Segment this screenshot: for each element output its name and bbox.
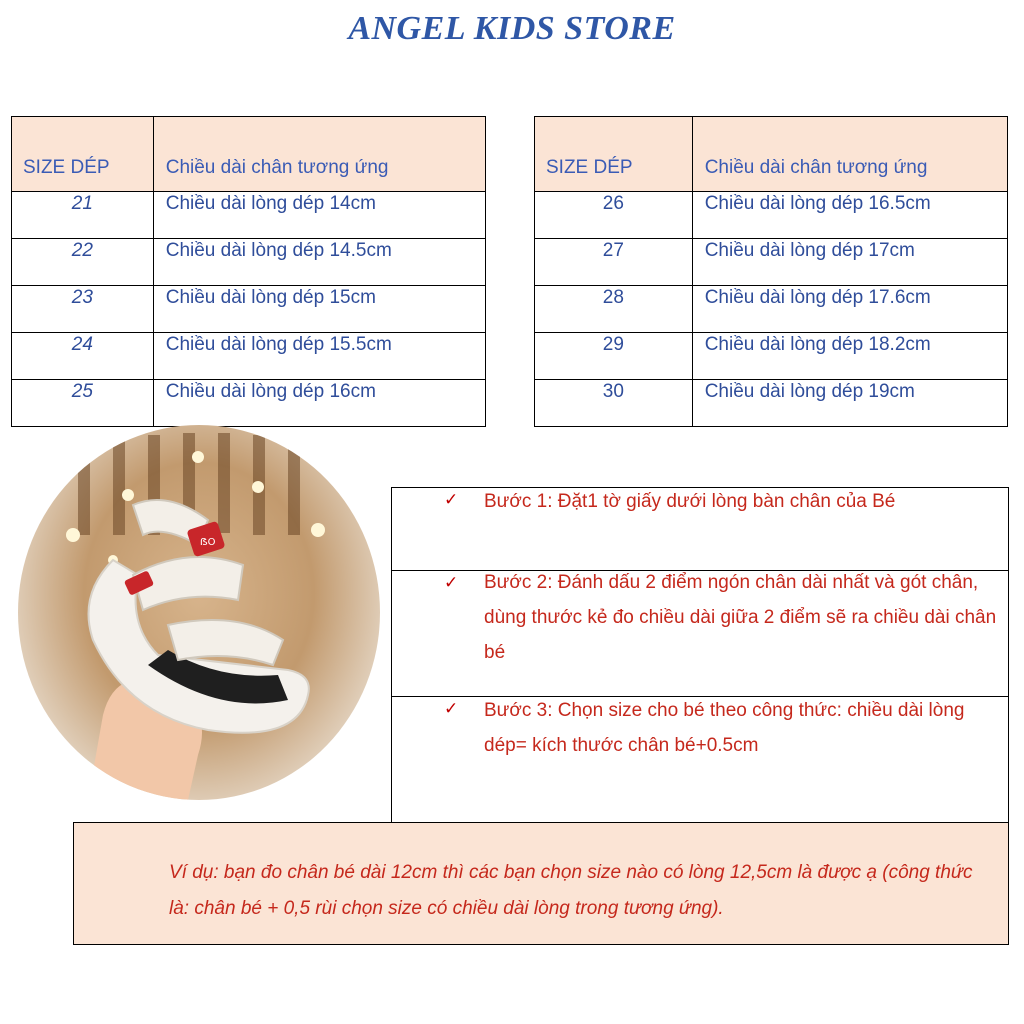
length-cell: Chiều dài lòng dép 19cm — [692, 380, 1007, 427]
length-cell: Chiều dài lòng dép 18.2cm — [692, 333, 1007, 380]
size-cell: 25 — [12, 380, 154, 427]
steps-box — [391, 487, 1009, 823]
size-table-header — [12, 117, 486, 192]
size-cell: 24 — [12, 333, 154, 380]
table-row — [535, 192, 1008, 239]
length-cell: Chiều dài lòng dép 15.5cm — [153, 333, 485, 380]
table-row — [12, 380, 486, 427]
example-text: Ví dụ: bạn đo chân bé dài 12cm thì các bạn chọn size nào có lòng 12,5cm là được ạ (công thức là: chân bé + 0,5 rùi chọn size có chiều dài lòng trong tương ứng). — [169, 862, 973, 919]
step-text: Bước 3: Chọn size cho bé theo công thức: chiều dài lòng dép= kích thước chân bé+0.5cm — [484, 700, 965, 756]
sandal-illustration — [18, 425, 380, 800]
header-length: Chiều dài chân tương ứng — [692, 117, 1007, 192]
table-row — [12, 192, 486, 239]
step-1 — [392, 488, 1008, 571]
length-cell: Chiều dài lòng dép 16cm — [153, 380, 485, 427]
table-row — [535, 380, 1008, 427]
check-icon: ✓ — [444, 699, 459, 719]
size-cell: 30 — [535, 380, 693, 427]
size-cell: 23 — [12, 286, 154, 333]
step-2 — [392, 571, 1008, 697]
length-cell: Chiều dài lòng dép 14.5cm — [153, 239, 485, 286]
header-size: SIZE DÉP — [12, 117, 154, 192]
step-text: Bước 1: Đặt1 tờ giấy dưới lòng bàn chân của Bé — [484, 491, 896, 512]
size-table-header — [535, 117, 1008, 192]
size-cell: 22 — [12, 239, 154, 286]
step-text: Bước 2: Đánh dấu 2 điểm ngón chân dài nhất và gót chân, dùng thước kẻ đo chiều dài giữa 2 điểm sẽ ra chiều dài chân bé — [484, 572, 997, 663]
table-row — [12, 239, 486, 286]
sandal-logo: ẞO — [200, 537, 216, 548]
size-table-right — [534, 116, 1008, 427]
table-row — [535, 286, 1008, 333]
length-cell: Chiều dài lòng dép 17cm — [692, 239, 1007, 286]
store-title: ANGEL KIDS STORE — [348, 10, 676, 47]
size-table-left — [11, 116, 486, 427]
size-cell: 28 — [535, 286, 693, 333]
header-length: Chiều dài chân tương ứng — [153, 117, 485, 192]
size-cell: 26 — [535, 192, 693, 239]
header-size: SIZE DÉP — [535, 117, 693, 192]
length-cell: Chiều dài lòng dép 14cm — [153, 192, 485, 239]
table-row — [535, 239, 1008, 286]
table-row — [12, 286, 486, 333]
check-icon: ✓ — [444, 490, 459, 510]
size-cell: 29 — [535, 333, 693, 380]
check-icon: ✓ — [444, 573, 459, 593]
step-3 — [392, 697, 1008, 822]
sandal-photo — [18, 425, 380, 800]
length-cell: Chiều dài lòng dép 16.5cm — [692, 192, 1007, 239]
table-row — [535, 333, 1008, 380]
length-cell: Chiều dài lòng dép 15cm — [153, 286, 485, 333]
length-cell: Chiều dài lòng dép 17.6cm — [692, 286, 1007, 333]
table-row — [12, 333, 486, 380]
size-cell: 27 — [535, 239, 693, 286]
size-cell: 21 — [12, 192, 154, 239]
example-box — [73, 822, 1009, 945]
